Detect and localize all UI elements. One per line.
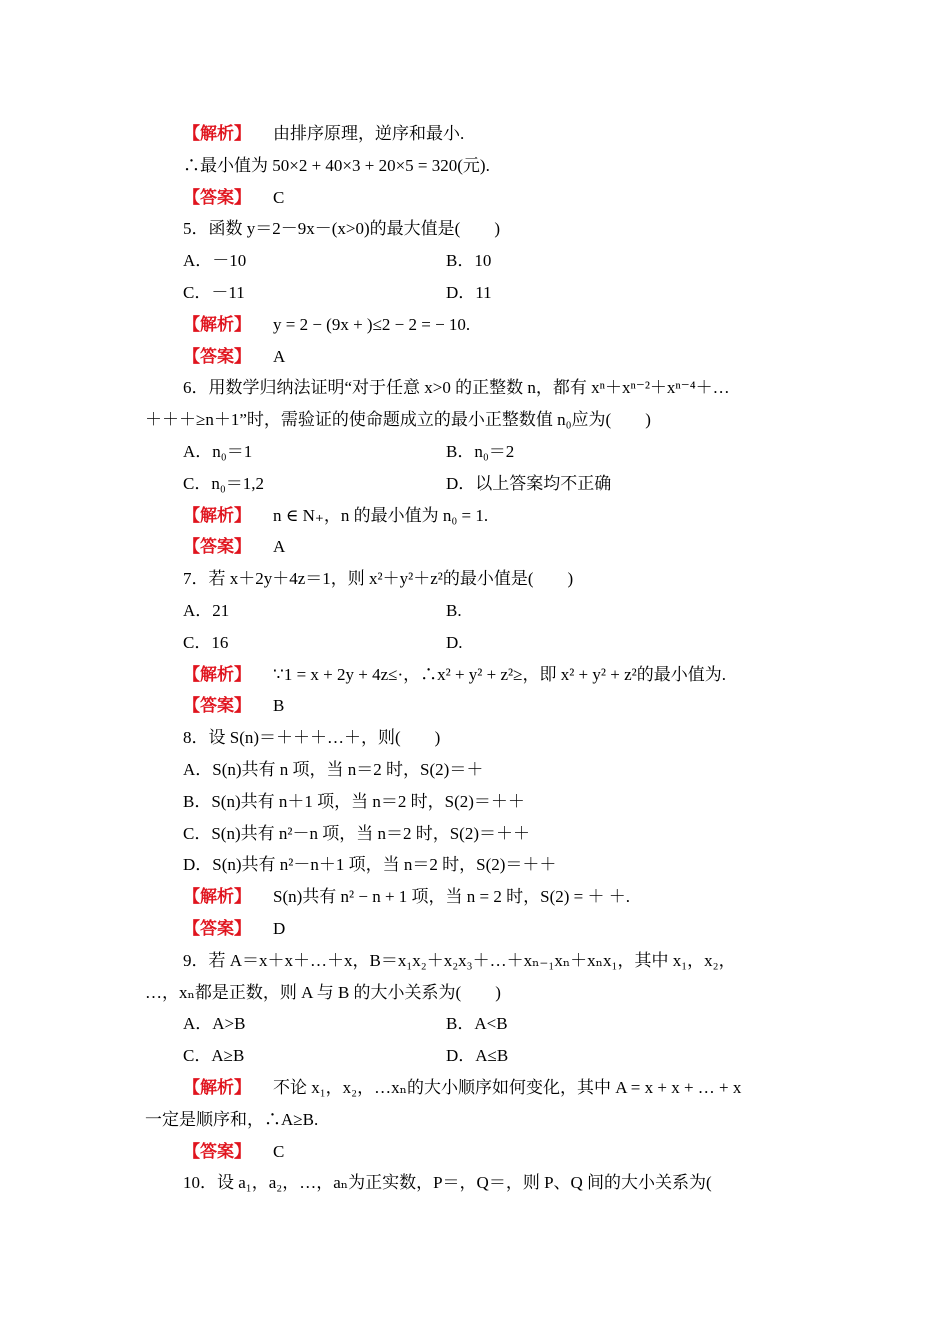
line-text: 8．设 S(n)＝＋＋＋…＋，则( ): [183, 728, 441, 748]
option-line: [183, 849, 863, 881]
question-line: [183, 945, 863, 977]
analysis-tag: 【解析】: [183, 124, 251, 143]
analysis-line: [183, 118, 863, 150]
option-right: D．以上答案均不正确: [446, 473, 612, 493]
answer-line: [183, 341, 863, 373]
line-text: ＋＋＋≥n＋1”时，需验证的使命题成立的最小正整数值 n₀应为( ): [145, 410, 651, 430]
line-text: 5．函数 y＝2－9x－(x>0)的最大值是( ): [183, 219, 500, 239]
analysis-text: n ∈ N₊，n 的最小值为 n₀ = 1.: [273, 505, 489, 525]
line-text: ∴最小值为 50×2 + 40×3 + 20×5 = 320(元).: [183, 155, 490, 175]
answer-tag: 【答案】: [183, 1141, 251, 1161]
option-left: C．n₀＝1,2: [183, 473, 265, 493]
analysis-tag: 【解析】: [183, 887, 251, 907]
option-right: D.: [446, 632, 463, 652]
option-line: [183, 754, 863, 786]
line-text: …，xₙ都是正数，则 A 与 B 的大小关系为( ): [145, 982, 501, 1002]
analysis-tag: 【解析】: [183, 314, 251, 334]
option-left: A．n₀＝1: [183, 442, 253, 461]
question-line: [183, 213, 863, 245]
line-text: C．S(n)共有 n²－n 项，当 n＝2 时，S(2)＝＋＋: [183, 823, 530, 843]
line-text: 9．若 A＝x＋x＋…＋x，B＝x₁x₂＋x₂x₃＋…＋xₙ₋₁xₙ＋xₙx₁，其中 x₁，x₂，: [183, 950, 736, 970]
analysis-text: y = 2 − (9x + )≤2 − 2 = − 10.: [273, 314, 471, 334]
option-right: D．11: [446, 283, 492, 302]
answer-line: [183, 913, 863, 945]
option-left: A．21: [183, 601, 230, 620]
text-line-continuation: [145, 404, 825, 436]
options-row: [183, 627, 863, 659]
analysis-line: [183, 881, 863, 913]
options-row: [183, 245, 863, 277]
question-line: [183, 372, 863, 404]
line-text: B．S(n)共有 n＋1 项，当 n＝2 时，S(2)＝＋＋: [183, 791, 525, 811]
option-right: B.: [446, 601, 462, 620]
analysis-text: 不论 x₁，x₂，…xₙ的大小顺序如何变化，其中 A = x + x + … + x: [273, 1078, 742, 1097]
option-left: C．－11: [183, 283, 245, 302]
analysis-tag: 【解析】: [183, 1078, 251, 1097]
line-text: 7．若 x＋2y＋4z＝1，则 x²＋y²＋z²的最小值是( ): [183, 569, 574, 589]
options-row: [183, 1040, 863, 1072]
options-row: [183, 595, 863, 627]
analysis-line: [183, 500, 863, 532]
option-left: A．－10: [183, 251, 247, 271]
answer-tag: 【答案】: [183, 346, 251, 366]
question-line: [183, 1167, 863, 1199]
answer-value: B: [273, 696, 285, 716]
answer-line: [183, 690, 863, 722]
text-line-continuation: [145, 1104, 825, 1136]
options-row: [183, 468, 863, 500]
option-right: B．n₀＝2: [446, 442, 515, 461]
option-line: [183, 818, 863, 850]
line-text: 6．用数学归纳法证明“对于任意 x>0 的正整数 n，都有 xⁿ＋xⁿ⁻²＋xⁿ⁻⁴＋…: [183, 378, 730, 398]
analysis-text: S(n)共有 n² − n + 1 项，当 n = 2 时，S(2) = ＋ ＋.: [273, 887, 630, 907]
text-line: [183, 150, 863, 182]
analysis-tag: 【解析】: [183, 664, 251, 684]
option-left: C．16: [183, 632, 229, 652]
answer-value: C: [273, 1141, 285, 1161]
answer-value: D: [273, 919, 286, 938]
answer-value: A: [273, 346, 286, 366]
options-row: [183, 436, 863, 468]
question-line: [183, 563, 863, 595]
answer-value: C: [273, 187, 285, 207]
question-line: [183, 722, 863, 754]
line-text: D．S(n)共有 n²－n＋1 项，当 n＝2 时，S(2)＝＋＋: [183, 855, 557, 875]
options-row: [183, 1008, 863, 1040]
answer-tag: 【答案】: [183, 696, 251, 716]
options-row: [183, 277, 863, 309]
option-right: D．A≤B: [446, 1046, 509, 1066]
analysis-line: [183, 659, 863, 691]
option-line: [183, 786, 863, 818]
analysis-line: [183, 1072, 863, 1104]
text-line-continuation: [145, 977, 825, 1009]
answer-tag: 【答案】: [183, 187, 251, 207]
option-left: C．A≥B: [183, 1046, 245, 1066]
line-text: 10．设 a₁，a₂，…，aₙ为正实数，P＝，Q＝，则 P、Q 间的大小关系为(: [183, 1173, 712, 1193]
answer-line: [183, 531, 863, 563]
analysis-line: [183, 309, 863, 341]
answer-line: [183, 1136, 863, 1168]
analysis-text: ∵1 = x + 2y + 4z≤·，∴x² + y² + z²≥，即 x² + y² + z²的最小值为.: [273, 664, 726, 684]
line-text: A．S(n)共有 n 项，当 n＝2 时，S(2)＝＋: [183, 760, 484, 779]
analysis-tag: 【解析】: [183, 505, 251, 525]
option-right: B．10: [446, 251, 492, 271]
option-right: B．A<B: [446, 1014, 508, 1034]
answer-value: A: [273, 537, 286, 557]
answer-tag: 【答案】: [183, 919, 251, 938]
answer-tag: 【答案】: [183, 537, 251, 557]
answer-line: [183, 182, 863, 214]
option-left: A．A>B: [183, 1014, 246, 1034]
analysis-text: 由排序原理，逆序和最小.: [273, 124, 465, 143]
line-text: 一定是顺序和，∴A≥B.: [145, 1109, 319, 1129]
